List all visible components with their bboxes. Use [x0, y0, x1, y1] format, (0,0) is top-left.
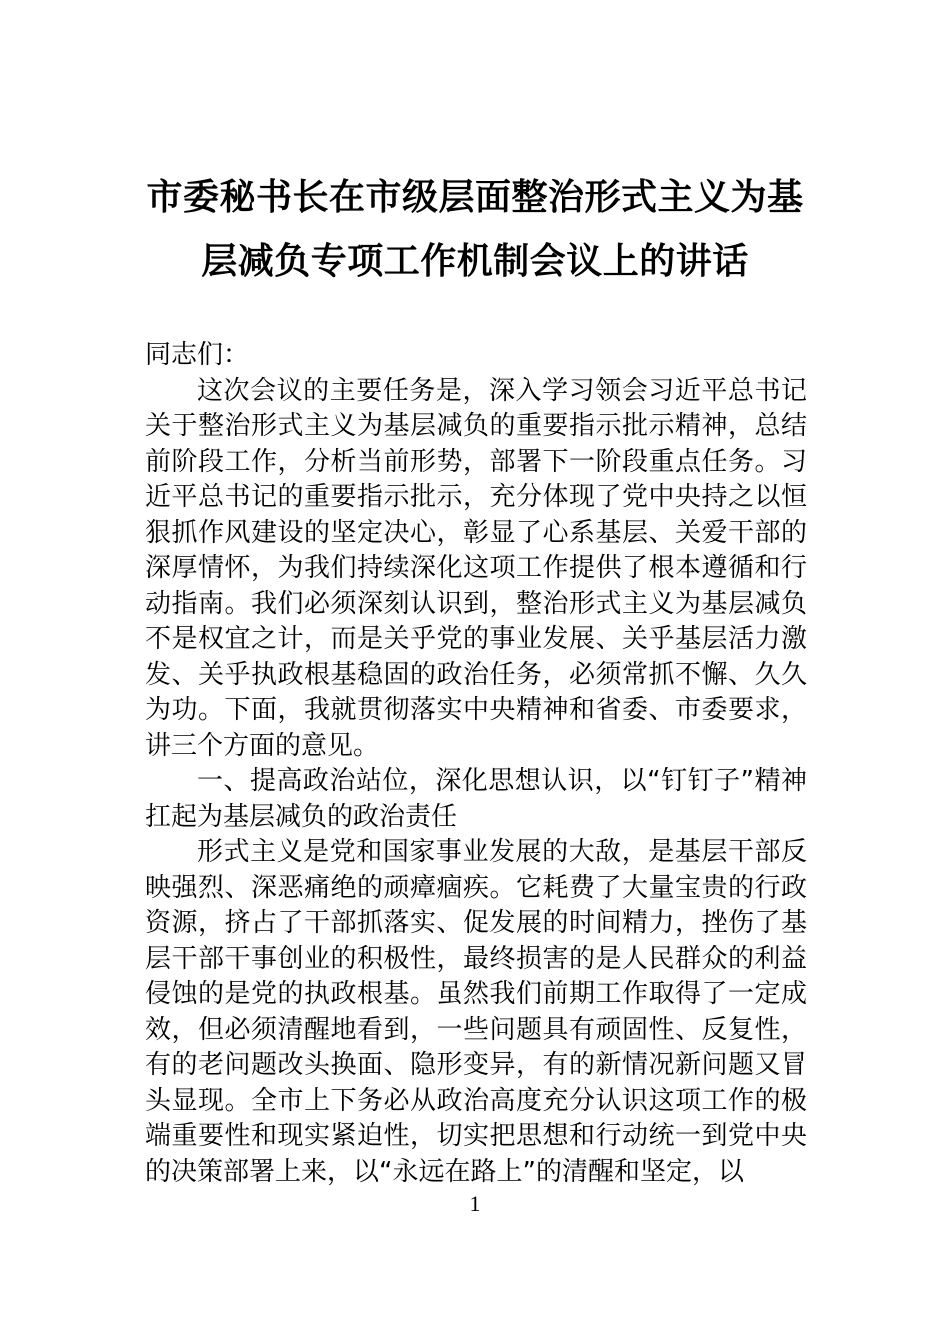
document-body: [145, 338, 807, 1190]
salutation: 同志们：: [145, 340, 250, 370]
document-title: [145, 166, 805, 294]
paragraph-section-1: 形式主义是党和国家事业发展的大敌，是基层干部反映强烈、深恶痛绝的顽瘴痼疾。它耗费了大量宝贵的行政资源，挤占了干部抓落实、促发展的时间精力，挫伤了基层干部干事创业的积极性，最终损害的是人民群众的利益侵蚀的是党的执政根基。虽然我们前期工作取得了一定成效，但必须清醒地看到，一些问题具有顽固性、反复性，有的老问题改头换面、隐形变异，有的新情况新问题又冒头显现。全市上下务必从政治高度充分认识这项工作的极端重要性和现实紧迫性，切实把思想和行动统一到党中央的决策部署上来，以“永远在路上”的清醒和坚定，以: [145, 837, 807, 1187]
title-line-1: 市委秘书长在市级层面整治形式主义为基: [146, 177, 804, 218]
paragraph-intro: 这次会议的主要任务是，深入学习领会习近平总书记关于整治形式主义为基层减负的重要指示批示精神，总结前阶段工作，分析当前形势，部署下一阶段重点任务。习近平总书记的重要指示批示，充分体现了党中央持之以恒狠抓作风建设的坚定决心，彰显了心系基层、关爱干部的深厚情怀，为我们持续深化这项工作提供了根本遵循和行动指南。我们必须深刻认识到，整治形式主义为基层减负不是权宜之计，而是关乎党的事业发展、关乎基层活力激发、关乎执政根基稳固的政治任务，必须常抓不懈、久久为功。下面，我就贯彻落实中央精神和省委、市委要求，讲三个方面的意见。: [145, 375, 807, 761]
page-number: 1: [469, 1191, 481, 1216]
section-heading-1: 一、提高政治站位，深化思想认识，以“钉钉子”精神扛起为基层减负的政治责任: [145, 766, 807, 832]
title-line-2: 层减负专项工作机制会议上的讲话: [201, 241, 749, 282]
